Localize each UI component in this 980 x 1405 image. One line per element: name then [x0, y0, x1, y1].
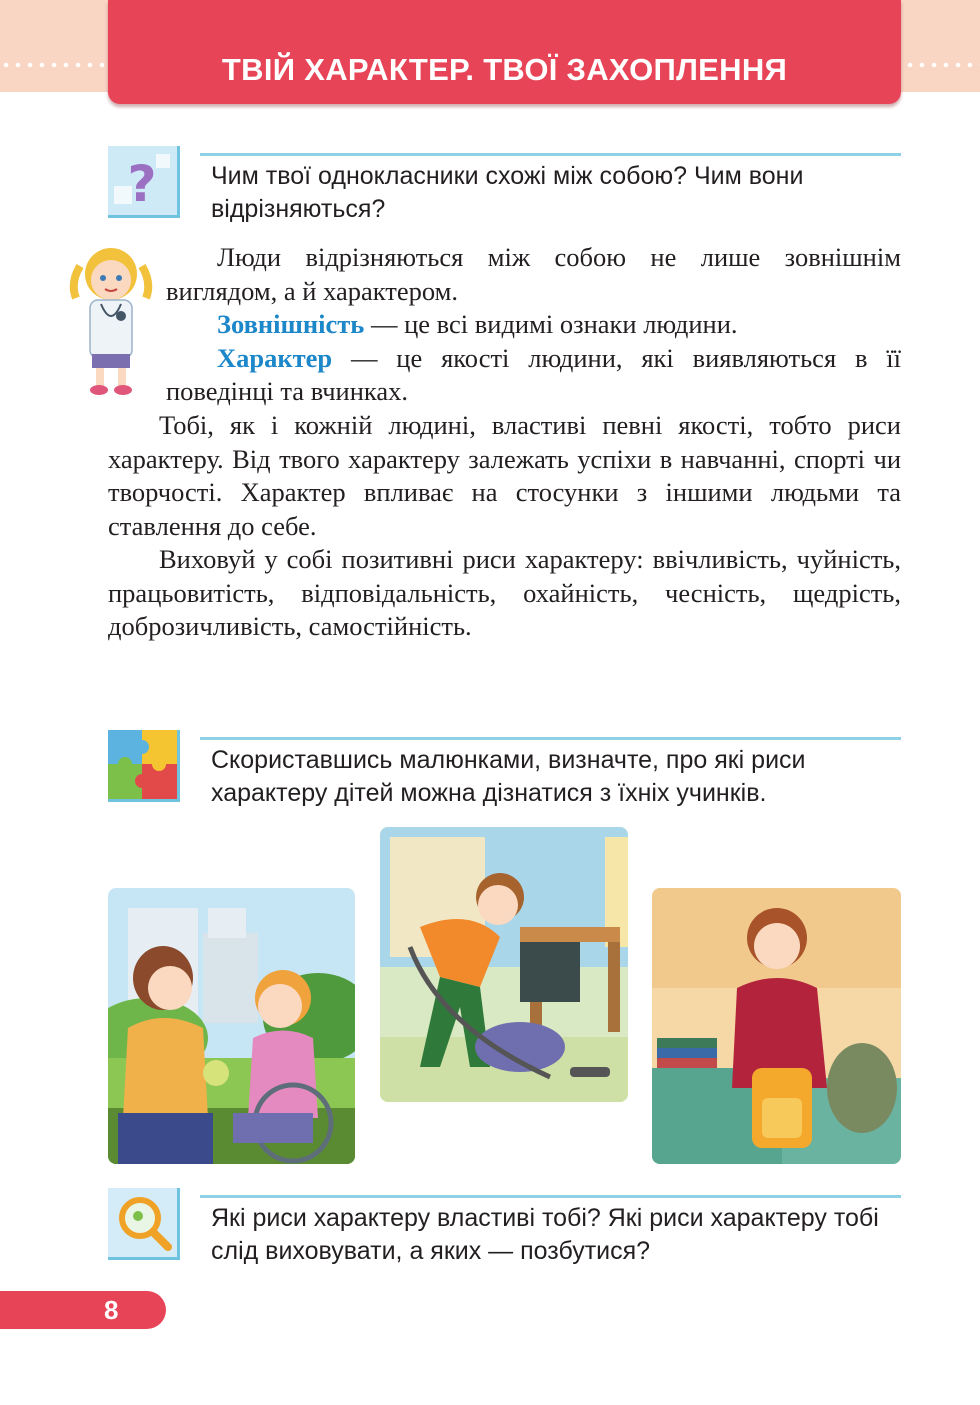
- question2-text: Які риси характеру властиві тобі? Які риси характеру тобі слід виховувати, а яких — позбутися?: [211, 1204, 879, 1265]
- magnifier-icon: [108, 1188, 180, 1260]
- question-text: Чим твої однокласники схожі між собою? Чим вони відрізняються?: [211, 162, 804, 223]
- picture-vacuuming: [380, 827, 628, 1102]
- main-text: [108, 409, 901, 644]
- chapter-banner: [108, 0, 901, 104]
- page-number-tab: [0, 1291, 166, 1329]
- task-text: Скориставшись малюнками, визначте, про які риси характеру дітей можна дізнатися з їхніх учинків.: [211, 746, 806, 807]
- term-character: Характер: [217, 342, 333, 373]
- paragraph-positive-traits: Виховуй у собі позитивні риси характеру: ввічливість, чуйність, працьовитість, відповідальність, охайність, чесність, щедрість, доброзичливість, самостійність.: [108, 544, 901, 641]
- term-appearance: Зовнішність: [217, 309, 365, 339]
- intro-text: [166, 241, 901, 409]
- header-dots-right: [904, 62, 980, 68]
- intro-paragraph: Люди відрізняються між собою не лише зовнішнім виглядом, а й характером.: [166, 242, 901, 306]
- svg-text:?: ?: [127, 155, 157, 213]
- header-dots-left: [0, 62, 104, 68]
- definition-appearance: [166, 308, 901, 342]
- question2-rule: [200, 1195, 901, 1198]
- definition-character: [166, 342, 901, 409]
- definition-appearance-text: — це всі видимі ознаки людини.: [364, 309, 738, 339]
- page-number: 8: [104, 1295, 119, 1325]
- question-rule: [200, 153, 901, 156]
- girl-doctor-illustration: [66, 238, 156, 400]
- definition-character-text: — це якості людини, які виявляються в її поведінці та вчинках.: [166, 342, 901, 406]
- chapter-title: ТВІЙ ХАРАКТЕР. ТВОЇ ЗАХОПЛЕННЯ: [221, 52, 788, 87]
- picture-sharing-apple: [108, 888, 355, 1164]
- puzzle-icon: [108, 730, 180, 802]
- picture-packing-backpack: [652, 888, 901, 1164]
- task-rule: [200, 737, 901, 740]
- question-mark-icon: [108, 146, 180, 218]
- paragraph-traits: Тобі, як і кожній людині, властиві певні якості, тобто риси характеру. Від твого характеру залежать успіхи в навчанні, спорті чи творчості. Характер впливає на стосунки з іншими людьми та ставлення до себе.: [108, 410, 901, 541]
